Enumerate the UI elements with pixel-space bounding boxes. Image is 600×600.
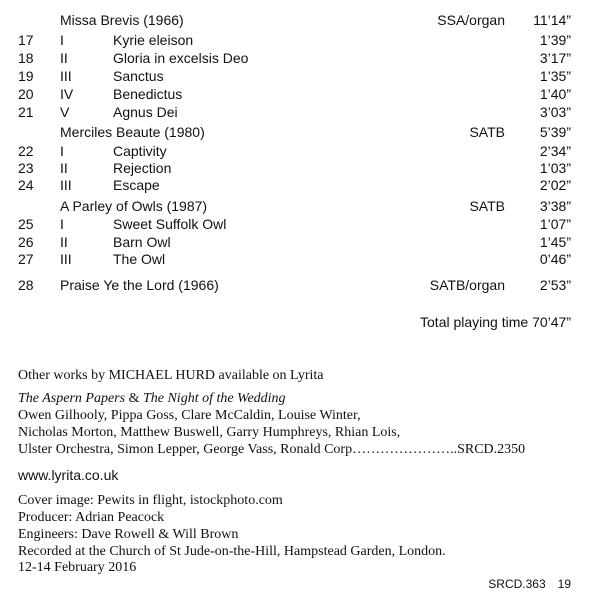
catalog-number: SRCD.363 bbox=[488, 577, 546, 591]
title-ampersand: & bbox=[125, 391, 143, 406]
movement-duration: 3’17” bbox=[539, 50, 571, 66]
movement-title: Agnus Dei bbox=[113, 104, 178, 120]
track-number: 23 bbox=[18, 160, 34, 176]
movement-title: Sanctus bbox=[113, 68, 164, 84]
movement-title: Rejection bbox=[113, 160, 172, 176]
movement-numeral: III bbox=[60, 68, 72, 84]
track-number: 25 bbox=[18, 216, 34, 232]
track-number: 17 bbox=[18, 32, 34, 48]
track-number: 24 bbox=[18, 177, 34, 193]
track-number: 22 bbox=[18, 143, 34, 159]
track-number: 28 bbox=[18, 277, 34, 293]
movement-numeral: I bbox=[60, 143, 64, 159]
work-duration: 5’39” bbox=[539, 124, 571, 140]
movement-numeral: III bbox=[60, 251, 72, 267]
total-playing-time: Total playing time 70’47” bbox=[420, 314, 571, 330]
recording-venue: Recorded at the Church of St Jude-on-the-Hill, Hampstead Garden, London. bbox=[18, 544, 446, 559]
movement-numeral: III bbox=[60, 177, 72, 193]
work-voices: SATB bbox=[469, 124, 505, 140]
work-title: Merciles Beaute (1980) bbox=[60, 124, 205, 140]
page-footer bbox=[488, 576, 571, 593]
work-title: A Parley of Owls (1987) bbox=[60, 198, 208, 214]
work-duration: 3’38” bbox=[539, 198, 571, 214]
movement-duration: 1’39” bbox=[539, 32, 571, 48]
recording-dates: 12-14 February 2016 bbox=[18, 560, 137, 575]
movement-title: The Owl bbox=[113, 251, 166, 267]
movement-duration: 2’02” bbox=[539, 177, 571, 193]
performers-line: Ulster Orchestra, Simon Lepper, George Vass, Ronald Corp…………………..SRCD.2350 bbox=[18, 442, 526, 457]
movement-numeral: I bbox=[60, 32, 64, 48]
other-works-titles bbox=[18, 390, 286, 407]
movement-title: Barn Owl bbox=[113, 234, 171, 250]
movement-duration: 1’45” bbox=[539, 234, 571, 250]
work-voices: SATB/organ bbox=[429, 277, 505, 293]
work-title: Missa Brevis (1966) bbox=[60, 12, 184, 28]
page-number: 19 bbox=[557, 577, 571, 591]
website: www.lyrita.co.uk bbox=[18, 467, 119, 483]
work-voices: SATB bbox=[469, 198, 505, 214]
performers-line: Owen Gilhooly, Pippa Goss, Clare McCaldin, Louise Winter, bbox=[18, 408, 361, 423]
movement-numeral: I bbox=[60, 216, 64, 232]
producer-credit: Producer: Adrian Peacock bbox=[18, 510, 165, 525]
performers-line: Nicholas Morton, Matthew Buswell, Garry Humphreys, Rhian Lois, bbox=[18, 425, 401, 440]
track-number: 27 bbox=[18, 251, 34, 267]
movement-duration: 1’35” bbox=[539, 68, 571, 84]
movement-title: Kyrie eleison bbox=[113, 32, 194, 48]
movement-duration: 1’40” bbox=[539, 86, 571, 102]
movement-duration: 2’34” bbox=[539, 143, 571, 159]
movement-title: Sweet Suffolk Owl bbox=[113, 216, 227, 232]
other-works-heading: Other works by MICHAEL HURD available on Lyrita bbox=[18, 368, 324, 383]
movement-title: Benedictus bbox=[113, 86, 183, 102]
work-title: Praise Ye the Lord (1966) bbox=[60, 277, 219, 293]
movement-duration: 1’03” bbox=[539, 160, 571, 176]
movement-title: Gloria in excelsis Deo bbox=[113, 50, 249, 66]
movement-title: Escape bbox=[113, 177, 160, 193]
movement-numeral: II bbox=[60, 160, 68, 176]
title-night-of-the-wedding: The Night of the Wedding bbox=[142, 391, 286, 406]
movement-numeral: II bbox=[60, 234, 68, 250]
movement-numeral: V bbox=[60, 104, 70, 120]
title-aspern-papers: The Aspern Papers bbox=[18, 391, 126, 406]
movement-numeral: II bbox=[60, 50, 68, 66]
track-number: 26 bbox=[18, 234, 34, 250]
engineers-credit: Engineers: Dave Rowell & Will Brown bbox=[18, 527, 239, 542]
work-duration: 11’14” bbox=[533, 12, 571, 28]
movement-duration: 3’03” bbox=[539, 104, 571, 120]
cover-credit: Cover image: Pewits in flight, istockphoto.com bbox=[18, 493, 283, 508]
work-voices: SSA/organ bbox=[437, 12, 505, 28]
movement-duration: 0’46” bbox=[539, 251, 571, 267]
movement-duration: 1’07” bbox=[539, 216, 571, 232]
track-number: 21 bbox=[18, 104, 34, 120]
movement-title: Captivity bbox=[113, 143, 167, 159]
track-number: 20 bbox=[18, 86, 34, 102]
track-number: 19 bbox=[18, 68, 34, 84]
movement-numeral: IV bbox=[60, 86, 74, 102]
work-duration: 2’53” bbox=[539, 277, 571, 293]
track-number: 18 bbox=[18, 50, 34, 66]
